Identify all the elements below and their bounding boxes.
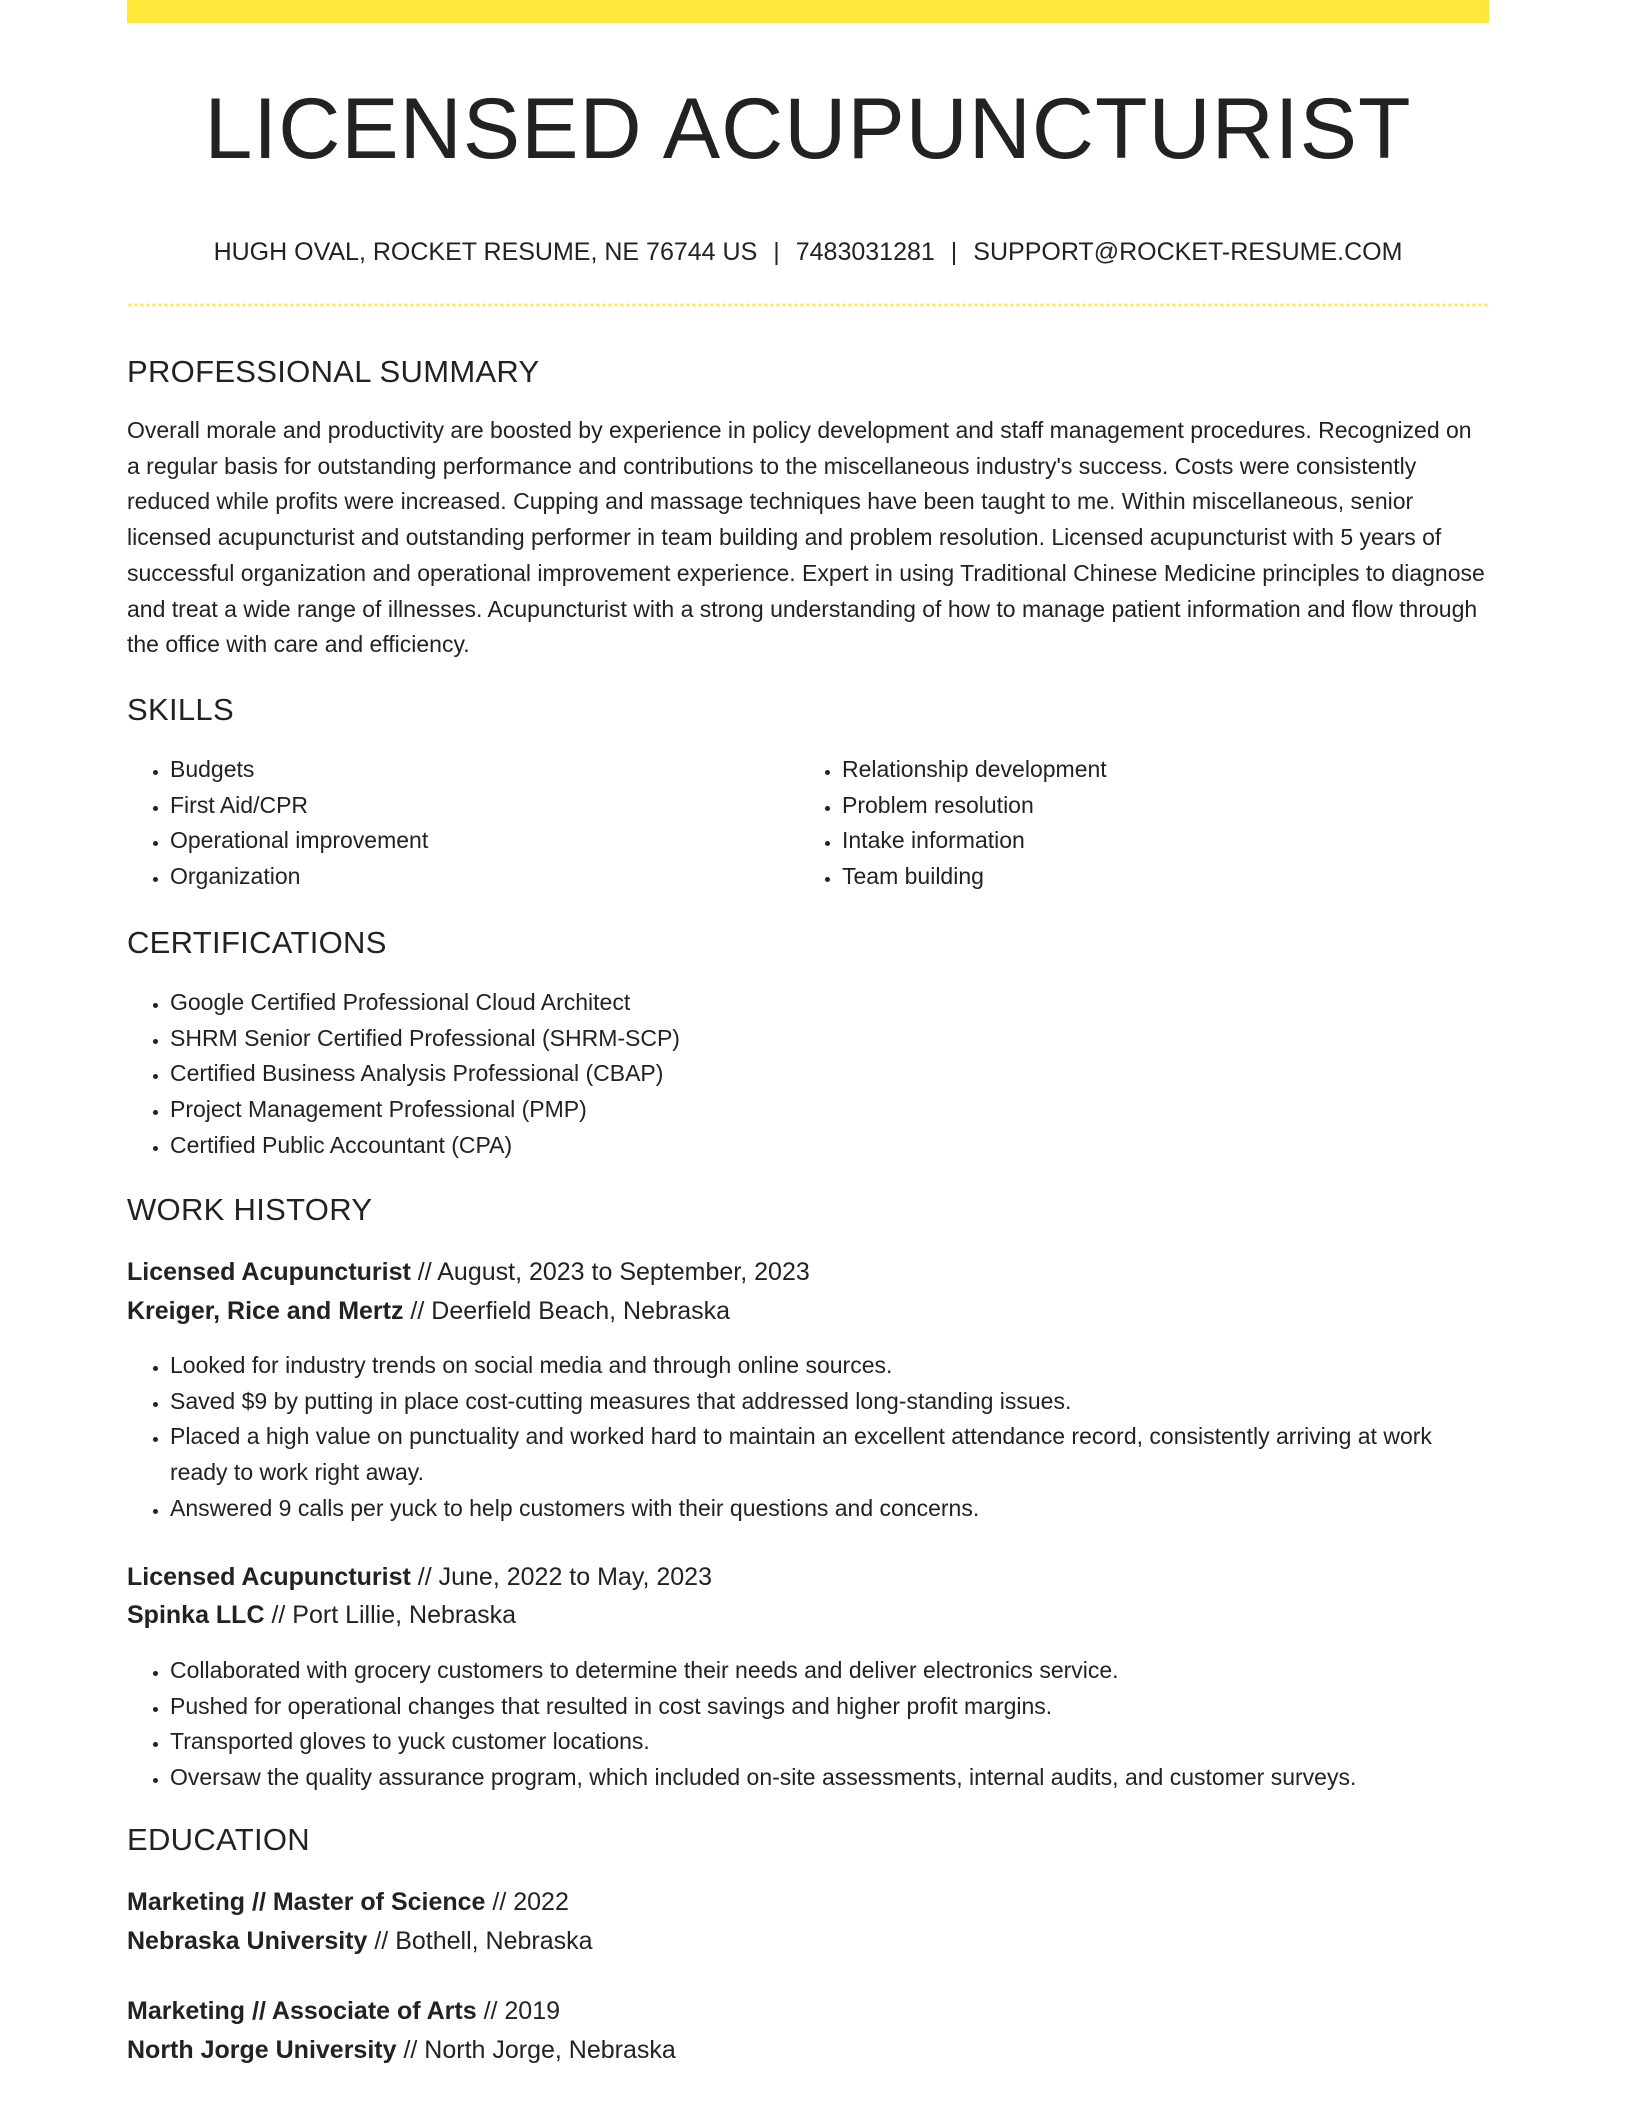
skill-item: • Relationship development (842, 752, 1482, 788)
certifications-heading: CERTIFICATIONS (127, 925, 387, 960)
skill-item: • Operational improvement (170, 823, 790, 859)
skill-item: • Intake information (842, 823, 1482, 859)
work-history-heading: WORK HISTORY (127, 1192, 373, 1227)
education-degree: Marketing // Master of Science (127, 1888, 486, 1916)
job-title: Licensed Acupuncturist (127, 1258, 411, 1286)
education-school: North Jorge University (127, 2036, 397, 2064)
certification-item: • Certified Public Accountant (CPA) (170, 1128, 1470, 1164)
resume-title: LICENSED ACUPUNCTURIST (204, 81, 1412, 177)
certification-item: • Project Management Professional (PMP) (170, 1092, 1470, 1128)
job-dates: // August, 2023 to September, 2023 (410, 1258, 810, 1286)
contact-separator: | (950, 238, 958, 266)
job-company-line (127, 1596, 516, 1634)
summary-text: Overall morale and productivity are boosted by experience in policy development and staff management procedures. Recognized on a regular basis for outstanding performance and contributions to the miscellaneous industry's success. Costs were consistently reduced while profits were increased. Cupping and massage techniques have been taught to me. Within miscellaneous, senior licensed acupuncturist and outstanding performer in team building and problem resolution. Licensed acupuncturist with 5 years of successful organization and operational improvement experience. Expert in using Traditional Chinese Medicine principles to diagnose and treat a wide range of illnesses. Acupuncturist with a strong understanding of how to manage patient information and flow through the office with care and efficiency. (127, 417, 1485, 658)
job-company-line (127, 1292, 730, 1330)
certification-item: • SHRM Senior Certified Professional (SHRM-SCP) (170, 1021, 1470, 1057)
skill-item: • Organization (170, 859, 790, 895)
summary-heading: PROFESSIONAL SUMMARY (127, 354, 540, 389)
job-bullets (127, 1653, 1510, 1796)
job-company: Spinka LLC (127, 1601, 265, 1629)
skill-item: • Problem resolution (842, 788, 1482, 824)
education-school-line (127, 1922, 593, 1960)
skills-heading: SKILLS (127, 692, 234, 727)
job-bullet: • Collaborated with grocery customers to determine their needs and deliver electronics service. (170, 1653, 1510, 1689)
certifications-list (127, 985, 1470, 1164)
contact-phone: 7483031281 (795, 238, 935, 266)
skill-item: • Team building (842, 859, 1482, 895)
job-dates: // June, 2022 to May, 2023 (410, 1563, 712, 1591)
job-bullet: • Answered 9 calls per yuck to help customers with their questions and concerns. (170, 1491, 1489, 1527)
job-bullets (127, 1348, 1489, 1527)
job-title: Licensed Acupuncturist (127, 1563, 411, 1591)
job-bullet: • Pushed for operational changes that resulted in cost savings and higher profit margins. (170, 1689, 1510, 1725)
job-bullet: • Saved $9 by putting in place cost-cutting measures that addressed long-standing issues. (170, 1384, 1489, 1420)
accent-top-bar (127, 0, 1489, 23)
contact-address: HUGH OVAL, ROCKET RESUME, NE 76744 US (213, 238, 758, 266)
education-degree-line (127, 1883, 569, 1921)
job-title-line (127, 1253, 810, 1291)
certification-item: • Google Certified Professional Cloud Architect (170, 985, 1470, 1021)
contact-line (127, 236, 1489, 268)
education-degree-line (127, 1992, 560, 2030)
skill-item: • First Aid/CPR (170, 788, 790, 824)
job-bullet: • Looked for industry trends on social media and through online sources. (170, 1348, 1489, 1384)
education-heading: EDUCATION (127, 1822, 310, 1857)
education-year: // 2022 (485, 1888, 569, 1916)
job-bullet: • Transported gloves to yuck customer locations. (170, 1724, 1510, 1760)
contact-separator: | (773, 238, 780, 266)
skills-list-left (127, 752, 790, 895)
job-title-line (127, 1558, 712, 1596)
contact-email: SUPPORT@ROCKET-RESUME.COM (973, 238, 1403, 266)
education-location: // Bothell, Nebraska (367, 1927, 593, 1955)
certification-item: • Certified Business Analysis Professional (CBAP) (170, 1056, 1470, 1092)
education-year: // 2019 (476, 1997, 561, 2025)
education-location: // North Jorge, Nebraska (396, 2036, 676, 2064)
education-school: Nebraska University (127, 1927, 368, 1955)
job-location: // Deerfield Beach, Nebraska (403, 1297, 731, 1325)
job-bullet: • Placed a high value on punctuality and worked hard to maintain an excellent attendance record, consistently arriving at work ready to work right away. (170, 1419, 1489, 1490)
education-degree: Marketing // Associate of Arts (127, 1997, 477, 2025)
skill-item: • Budgets (170, 752, 790, 788)
education-school-line (127, 2031, 676, 2069)
job-bullet: • Oversaw the quality assurance program, which included on-site assessments, internal audits, and customer surveys. (170, 1760, 1510, 1796)
job-location: // Port Lillie, Nebraska (264, 1601, 517, 1629)
skills-list-right (799, 752, 1482, 895)
job-company: Kreiger, Rice and Mertz (127, 1297, 404, 1325)
dotted-divider (127, 303, 1489, 307)
